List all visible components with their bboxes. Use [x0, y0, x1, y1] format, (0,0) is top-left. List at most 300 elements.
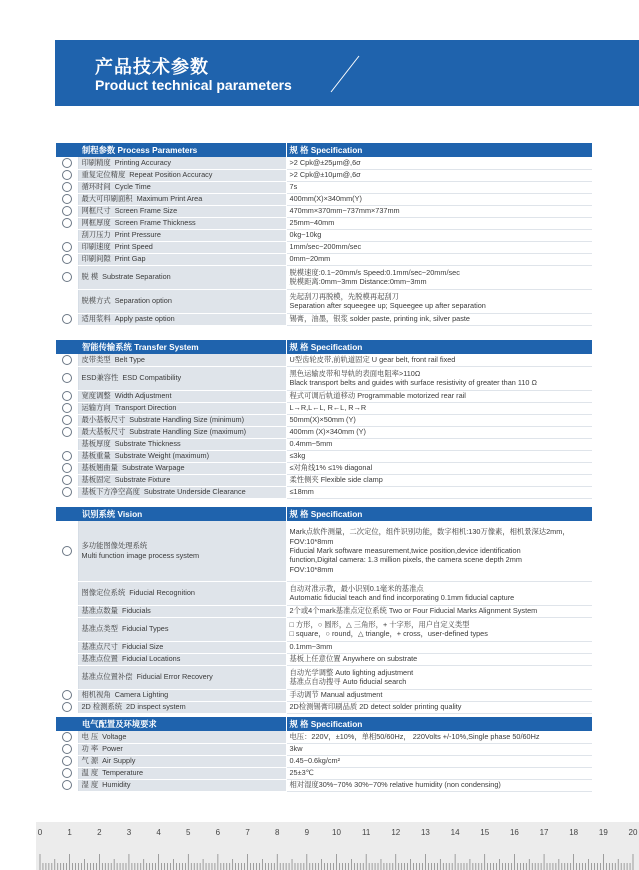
row-icon-cell	[56, 521, 78, 581]
image-process-icon	[62, 546, 72, 556]
ruler-label: 16	[509, 828, 519, 837]
camera-icon	[62, 690, 72, 700]
param-name-zh: 图像定位系统	[81, 588, 126, 598]
row-icon-cell	[56, 253, 78, 265]
header-banner	[55, 40, 639, 106]
table-row	[56, 617, 592, 641]
row-icon-cell	[56, 767, 78, 779]
table-row	[56, 438, 592, 450]
ruler-label: 15	[480, 828, 490, 837]
param-name-zh: 功 率	[81, 744, 99, 754]
param-name-en: Temperature	[102, 768, 144, 778]
param-name-en: Print Pressure	[114, 230, 161, 240]
spec-line: 手动调节 Manual adjustment	[289, 690, 383, 700]
row-icon-cell	[56, 605, 78, 617]
spec-line: Automatic fiducial teach and find incorporating 0.1mm fiducial capture	[289, 593, 515, 602]
param-cell	[78, 653, 286, 665]
param-name-en: Print Gap	[114, 254, 146, 264]
spec-line: U型齿轮皮带,前轨道固定 U gear belt, front rail fixed	[289, 355, 456, 364]
target-icon	[62, 158, 72, 168]
spec-line: 0.45~0.6kg/cm²	[289, 756, 340, 766]
ruler-label: 7	[245, 828, 250, 837]
row-icon-cell	[56, 450, 78, 462]
param-cell	[78, 743, 286, 755]
page-title-en: Product technical parameters	[95, 77, 292, 93]
param-name-zh: 温 度	[81, 768, 99, 778]
param-cell	[78, 521, 286, 581]
ruler-label: 6	[215, 828, 221, 837]
spec-cell	[286, 414, 592, 426]
spec-cell	[286, 426, 592, 438]
spec-cell	[286, 701, 592, 713]
param-name-en: Transport Direction	[114, 403, 177, 413]
table-row	[56, 767, 592, 779]
row-icon-cell	[56, 438, 78, 450]
param-name-zh: 基板固定	[81, 475, 111, 485]
spec-line: □ square，○ round，△ triangle，+ cross，user-defined types	[289, 629, 488, 638]
param-name-zh: 网框尺寸	[81, 206, 111, 216]
param-cell	[78, 265, 286, 289]
param-cell	[78, 462, 286, 474]
param-name-zh: 网框厚度	[81, 218, 111, 228]
spec-line: FOV:10*8mm	[289, 564, 334, 574]
table-row	[56, 653, 592, 665]
param-name-en: 2D inspect system	[126, 702, 186, 712]
spec-line: 柔性侧夹 Flexible side clamp	[289, 475, 383, 485]
table-row	[56, 205, 592, 217]
param-cell	[78, 731, 286, 743]
row-icon-cell	[56, 641, 78, 653]
speed-icon	[62, 242, 72, 252]
param-cell	[78, 701, 286, 713]
table-row	[56, 354, 592, 366]
spec-cell	[286, 689, 592, 701]
spec-line: Mark点软件测量，二次定位，组件识别功能，数字相机:130万像素，相机景深达2mm，	[289, 527, 570, 537]
param-cell	[78, 169, 286, 181]
table-row	[56, 217, 592, 229]
spec-cell	[286, 521, 592, 581]
param-name-en: Substrate Underside Clearance	[143, 487, 246, 497]
inspect-icon	[62, 702, 72, 712]
spec-line: 7s	[289, 182, 298, 192]
spec-cell	[286, 169, 592, 181]
weight-icon	[62, 451, 72, 461]
spec-line: ≤3kg	[289, 451, 306, 461]
spec-cell	[286, 779, 592, 791]
param-name-en: Substrate Thickness	[114, 439, 181, 449]
param-name-zh: 脱 模	[81, 272, 99, 282]
row-icon-cell	[56, 313, 78, 325]
spec-cell	[286, 474, 592, 486]
row-icon-cell	[56, 390, 78, 402]
row-icon-cell	[56, 414, 78, 426]
section-spec-title: 规 格 Specification	[286, 507, 592, 521]
section-title: 智能传输系统 Transfer System	[56, 340, 286, 354]
humidity-icon	[62, 780, 72, 790]
param-name-zh: 重复定位精度	[81, 170, 126, 180]
row-icon-cell	[56, 265, 78, 289]
spec-cell	[286, 462, 592, 474]
spec-line: 25±3℃	[289, 768, 314, 778]
spec-cell	[286, 653, 592, 665]
row-icon-cell	[56, 217, 78, 229]
row-icon-cell	[56, 581, 78, 605]
area-icon	[62, 194, 72, 204]
row-icon-cell	[56, 462, 78, 474]
clock-icon	[62, 182, 72, 192]
paste-icon	[62, 314, 72, 324]
spec-line: >2 Cpk@±10μm@,6σ	[289, 170, 361, 180]
spec-line: 电压：220V，±10%，单相50/60Hz， 220Volts +/-10%,Single phase 50/60Hz	[289, 732, 540, 741]
param-name-en: Screen Frame Thickness	[114, 218, 196, 228]
spec-line: □ 方形，○ 圆形，△ 三角形，+ 十字形，用户自定义类型	[289, 619, 470, 629]
param-cell	[78, 617, 286, 641]
table-row	[56, 450, 592, 462]
section-spec-title: 规 格 Specification	[286, 340, 592, 354]
table-row	[56, 641, 592, 653]
row-icon-cell	[56, 169, 78, 181]
spec-cell	[286, 605, 592, 617]
ruler-label: 10	[332, 828, 341, 837]
table-row	[56, 521, 592, 581]
spec-table	[56, 507, 593, 714]
page-title-zh: 产品技术参数	[95, 57, 209, 77]
row-icon-cell	[56, 653, 78, 665]
row-icon-cell	[56, 402, 78, 414]
param-cell	[78, 426, 286, 438]
param-cell	[78, 313, 286, 325]
min-size-icon	[62, 415, 72, 425]
param-cell	[78, 229, 286, 241]
frame-icon	[62, 206, 72, 216]
param-name-en: Screen Frame Size	[114, 206, 178, 216]
table-row	[56, 414, 592, 426]
param-name-en: Substrate Handling Size (minimum)	[129, 415, 245, 425]
target-icon	[62, 170, 72, 180]
spec-cell	[286, 253, 592, 265]
table-row	[56, 701, 592, 713]
belt-icon	[62, 355, 72, 365]
spec-line: 2个或4个mark基准点定位系统 Two or Four Fiducial Marks Alignment System	[289, 606, 538, 616]
row-icon-cell	[56, 665, 78, 689]
table-row	[56, 181, 592, 193]
power-icon	[62, 744, 72, 754]
param-name-en: Belt Type	[114, 355, 145, 364]
param-name-zh: 循环时间	[81, 182, 111, 192]
table-row	[56, 486, 592, 498]
row-icon-cell	[56, 229, 78, 241]
section-title: 制程参数 Process Parameters	[56, 143, 286, 157]
row-icon-cell	[56, 205, 78, 217]
spec-line: L→R,L←L, R←L, R→R	[289, 403, 367, 413]
separation-icon	[62, 272, 72, 282]
table-row	[56, 731, 592, 743]
table-row	[56, 193, 592, 205]
spec-line: 1mm/sec~200mm/sec	[289, 242, 362, 252]
row-icon-cell	[56, 689, 78, 701]
spec-cell	[286, 241, 592, 253]
spec-line: ≤对角线1% ≤1% diagonal	[289, 463, 373, 473]
row-icon-cell	[56, 354, 78, 366]
table-row	[56, 462, 592, 474]
table-row	[56, 229, 592, 241]
spec-line: 0mm~20mm	[289, 254, 331, 264]
ruler-label: 14	[450, 828, 460, 837]
spec-cell	[286, 755, 592, 767]
param-name-zh: 湿 度	[81, 780, 99, 790]
row-icon-cell	[56, 617, 78, 641]
warpage-icon	[62, 463, 72, 473]
row-icon-cell	[56, 366, 78, 390]
param-name-en: Humidity	[102, 780, 131, 790]
row-icon-cell	[56, 486, 78, 498]
spec-cell	[286, 438, 592, 450]
param-name-zh: 电 压	[81, 732, 99, 741]
param-name-zh: 适用浆料	[81, 314, 111, 324]
ruler-label: 0	[37, 828, 43, 837]
param-name-zh: 基准点数量	[81, 606, 118, 616]
fixture-icon	[62, 475, 72, 485]
param-name-en: Separation option	[114, 296, 172, 306]
spec-line: 470mm×370mm~737mm×737mm	[289, 206, 400, 216]
param-name-en: Fiducial Size	[121, 642, 164, 652]
spec-table	[56, 717, 593, 792]
param-name-en: Fiducial Error Recovery	[136, 672, 213, 682]
table-row	[56, 366, 592, 390]
section-spec-title: 规 格 Specification	[286, 143, 592, 157]
spec-line: 25mm~40mm	[289, 218, 335, 228]
ruler-label: 1	[67, 828, 72, 837]
spec-cell	[286, 767, 592, 779]
param-name-zh: 运输方向	[81, 403, 111, 413]
spec-table	[56, 340, 593, 499]
param-cell	[78, 253, 286, 265]
param-name-en: Substrate Warpage	[121, 463, 185, 473]
table-row	[56, 289, 592, 313]
param-name-zh: 印刷精度	[81, 158, 111, 167]
ruler-label: 18	[569, 828, 579, 837]
temperature-icon	[62, 768, 72, 778]
table-row	[56, 390, 592, 402]
param-cell	[78, 641, 286, 653]
ruler-label: 9	[304, 828, 310, 837]
ruler-scale	[36, 822, 639, 870]
param-name-en: Power	[102, 744, 123, 754]
ruler-label: 5	[186, 828, 191, 837]
param-name-en: Fiducials	[121, 606, 151, 616]
param-cell	[78, 402, 286, 414]
spec-cell	[286, 157, 592, 169]
spec-cell	[286, 743, 592, 755]
table-row	[56, 689, 592, 701]
param-cell	[78, 486, 286, 498]
table-row	[56, 474, 592, 486]
param-name-en: Width Adjustment	[114, 391, 172, 401]
param-cell	[78, 241, 286, 253]
param-name-en: Air Supply	[102, 756, 136, 766]
param-name-zh: 多功能图像处理系统	[81, 541, 148, 551]
row-icon-cell	[56, 241, 78, 253]
ruler-label: 19	[598, 828, 608, 837]
param-name-en: ESD Compatibility	[122, 373, 182, 383]
spec-line: 0.1mm~3mm	[289, 642, 333, 652]
table-row	[56, 581, 592, 605]
spec-cell	[286, 354, 592, 366]
row-icon-cell	[56, 157, 78, 169]
param-name-en: Fiducial Types	[121, 624, 169, 634]
ruler-label: 3	[126, 828, 132, 837]
air-icon	[62, 756, 72, 766]
table-row	[56, 157, 592, 169]
ruler	[36, 822, 639, 870]
spec-line: 相对湿度30%~70% 30%~70% relative humidity (non condensing)	[289, 780, 501, 790]
param-name-zh: 脱模方式	[81, 296, 111, 306]
spec-line: FOV:10*8mm	[289, 536, 334, 546]
row-icon-cell	[56, 755, 78, 767]
spec-cell	[286, 390, 592, 402]
row-icon-cell	[56, 193, 78, 205]
table-row	[56, 253, 592, 265]
spec-line: 基板上任意位置 Anywhere on substrate	[289, 654, 418, 664]
spec-cell	[286, 450, 592, 462]
param-name-zh: 基准点尺寸	[81, 642, 118, 652]
spec-line: 2D检测锡膏印刷品质 2D detect solder printing quality	[289, 702, 462, 712]
spec-line: Separation after squeegee up; Squeegee up after separation	[289, 301, 486, 310]
width-icon	[62, 391, 72, 401]
gap-icon	[62, 254, 72, 264]
param-cell	[78, 689, 286, 701]
row-icon-cell	[56, 474, 78, 486]
table-row	[56, 402, 592, 414]
table-row	[56, 241, 592, 253]
spec-cell	[286, 665, 592, 689]
row-icon-cell	[56, 426, 78, 438]
spec-line: 自动光学调整 Auto lighting adjustment	[289, 667, 414, 677]
ruler-label: 13	[420, 828, 430, 837]
spec-cell	[286, 581, 592, 605]
param-name-zh: ESD兼容性	[81, 373, 119, 383]
spec-line: 脱模速度:0.1~20mm/s Speed:0.1mm/sec~20mm/sec	[289, 267, 460, 277]
table-row	[56, 169, 592, 181]
spec-cell	[286, 265, 592, 289]
spec-line: 锡膏，油墨，银浆 solder paste, printing ink, silver paste	[289, 314, 470, 324]
param-name-zh: 刮刀压力	[81, 230, 111, 240]
row-icon-cell	[56, 181, 78, 193]
param-cell	[78, 755, 286, 767]
spec-cell	[286, 617, 592, 641]
ruler-label: 12	[391, 828, 401, 837]
spec-cell	[286, 229, 592, 241]
spec-table	[56, 143, 593, 326]
param-name-en: Cycle Time	[114, 182, 151, 192]
row-icon-cell	[56, 779, 78, 791]
spec-line: 400mm (X)×340mm (Y)	[289, 427, 366, 437]
clearance-icon	[62, 487, 72, 497]
table-row	[56, 426, 592, 438]
spec-line: 基准点自动搜寻 Auto fiducial search	[289, 677, 407, 686]
table-row	[56, 665, 592, 689]
spec-line: 0kg~10kg	[289, 230, 322, 240]
slash-decoration-icon	[327, 54, 361, 94]
param-name-en: Camera Lighting	[114, 690, 169, 700]
param-name-zh: 宽度调整	[81, 391, 111, 401]
table-row	[56, 743, 592, 755]
spec-line: Fiducial Mark software measurement,twice position,device identification	[289, 546, 521, 555]
table-row	[56, 605, 592, 617]
param-name-zh: 基板下方净空高度	[81, 487, 140, 497]
row-icon-cell	[56, 731, 78, 743]
spec-cell	[286, 193, 592, 205]
param-name-zh: 基板翘曲量	[81, 463, 118, 473]
spec-cell	[286, 217, 592, 229]
param-name-en: Multi function image process system	[81, 550, 200, 560]
row-icon-cell	[56, 289, 78, 313]
param-cell	[78, 193, 286, 205]
spec-cell	[286, 205, 592, 217]
param-name-zh: 最大基板尺寸	[81, 427, 126, 437]
param-cell	[78, 205, 286, 217]
param-name-en: Fiducial Recognition	[129, 588, 195, 598]
spec-line: 400mm(X)×340mm(Y)	[289, 194, 362, 204]
param-name-zh: 2D 检测系统	[81, 702, 123, 712]
param-cell	[78, 217, 286, 229]
spec-cell	[286, 486, 592, 498]
param-cell	[78, 181, 286, 193]
spec-line: 黑色运输皮带和导轨的表面电阻率>110Ω	[289, 368, 421, 378]
param-cell	[78, 157, 286, 169]
param-cell	[78, 414, 286, 426]
spec-cell	[286, 181, 592, 193]
param-name-en: Print Speed	[114, 242, 153, 252]
param-name-en: Substrate Weight (maximum)	[114, 451, 210, 461]
param-name-en: Apply paste option	[114, 314, 175, 324]
thickness-icon	[62, 218, 72, 228]
spec-line: Black transport belts and guides with surface resistivity of greater than 110 Ω	[289, 378, 537, 387]
param-name-zh: 基准点类型	[81, 624, 118, 634]
param-name-zh: 皮带类型	[81, 355, 111, 364]
param-name-en: Substrate Separation	[102, 272, 171, 282]
spec-line: 脱模距离:0mm~3mm Distance:0mm~3mm	[289, 277, 427, 286]
param-name-zh: 基准点位置	[81, 654, 118, 664]
param-name-zh: 相机视角	[81, 690, 111, 700]
param-cell	[78, 665, 286, 689]
param-name-en: Voltage	[102, 732, 127, 741]
spec-line: ≤18mm	[289, 487, 314, 497]
max-size-icon	[62, 427, 72, 437]
spec-cell	[286, 313, 592, 325]
spec-cell	[286, 366, 592, 390]
param-name-en: Printing Accuracy	[114, 158, 172, 167]
param-name-zh: 基板厚度	[81, 439, 111, 449]
param-cell	[78, 289, 286, 313]
param-cell	[78, 474, 286, 486]
param-name-en: Substrate Fixture	[114, 475, 171, 485]
table-row	[56, 313, 592, 325]
param-cell	[78, 366, 286, 390]
spec-cell	[286, 289, 592, 313]
direction-icon	[62, 403, 72, 413]
param-name-zh: 最小基板尺寸	[81, 415, 126, 425]
esd-icon	[62, 373, 72, 383]
param-name-zh: 气 源	[81, 756, 99, 766]
table-row	[56, 755, 592, 767]
section-title: 识别系统 Vision	[56, 507, 286, 521]
ruler-label: 4	[156, 828, 161, 837]
spec-cell	[286, 402, 592, 414]
spec-line: 自动对准示教，最小识别0.1毫米的基准点	[289, 583, 424, 593]
ruler-label: 17	[539, 828, 549, 837]
ruler-label: 2	[97, 828, 102, 837]
